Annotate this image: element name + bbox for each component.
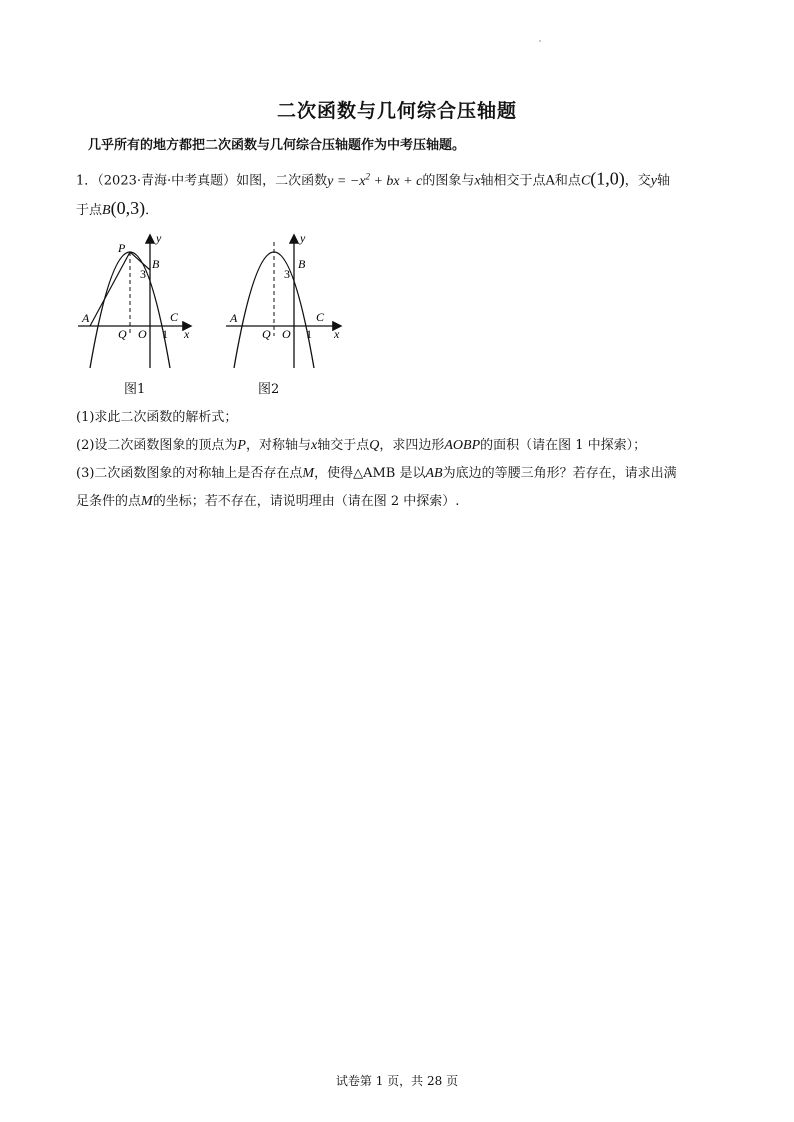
- label-y: y: [300, 231, 306, 245]
- problem-number: 1．: [76, 173, 98, 189]
- subquestion-1: (1)求此二次函数的解析式；: [76, 410, 238, 425]
- var-x: x: [474, 173, 481, 189]
- label-B: B: [152, 257, 160, 271]
- label-Q: Q: [118, 327, 127, 341]
- figure-2-caption: 图2: [258, 382, 280, 397]
- subquestion-2: (2)设二次函数图象的顶点为P，对称轴与x轴交于点Q，求四边形AOBP的面积（请在图 1 中探索）；: [76, 438, 647, 453]
- label-1: 1: [162, 327, 168, 341]
- label-A: A: [82, 311, 90, 325]
- problem-line-1: [76, 166, 670, 192]
- label-y: y: [156, 231, 162, 245]
- problem-text: 轴: [657, 173, 671, 189]
- page-title: 二次函数与几何综合压轴题: [276, 100, 517, 122]
- label-1: 1: [306, 327, 312, 341]
- label-Q: Q: [262, 327, 271, 341]
- subquestion-3-continued: 足条件的点M的坐标；若不存在，请说明理由（请在图 2 中探索）.: [76, 494, 460, 509]
- figure-1-caption: 图1: [124, 382, 146, 397]
- figure-2: [226, 231, 340, 368]
- problem-text: 轴相交于点A和点: [480, 173, 581, 189]
- label-3: 3: [284, 267, 290, 281]
- problem-text: 于点: [76, 203, 103, 218]
- problem-text: 的图象与: [422, 173, 475, 189]
- problem-line-2: [76, 198, 158, 221]
- point-B-coords: (0,3): [110, 198, 146, 218]
- label-C: C: [316, 310, 325, 324]
- label-P: P: [118, 241, 126, 255]
- label-A: A: [230, 311, 238, 325]
- label-3: 3: [140, 267, 146, 281]
- var-y: y: [650, 173, 658, 189]
- label-B: B: [298, 257, 306, 271]
- problem-text: ．: [145, 203, 159, 218]
- problem-source: （2023·青海·中考真题）: [97, 173, 237, 189]
- label-C: C: [170, 310, 179, 324]
- label-x: x: [184, 327, 190, 341]
- label-O: O: [282, 327, 291, 341]
- intro-text: 几乎所有的地方都把二次函数与几何综合压轴题作为中考压轴题。: [88, 138, 466, 153]
- segment-AP: [90, 252, 130, 326]
- subquestion-3: (3)二次函数图象的对称轴上是否存在点M，使得△AMB 是以AB为底边的等腰三角形？若存在，请求出满: [76, 466, 677, 481]
- scan-dot: [539, 40, 541, 42]
- problem-text: 如图，二次函数: [236, 173, 328, 189]
- point-B: B: [102, 203, 111, 218]
- problem-text: ，交: [624, 173, 651, 189]
- figures: [70, 228, 360, 398]
- point-C: C: [580, 173, 591, 189]
- figure-1: [78, 231, 190, 368]
- equation: $y = -x^2$ + bx + c: [327, 171, 423, 189]
- page-footer: 试卷第 1 页，共 28 页: [335, 1074, 459, 1088]
- label-O: O: [138, 327, 147, 341]
- label-x: x: [334, 327, 340, 341]
- point-C-coords: (1,0): [590, 168, 625, 189]
